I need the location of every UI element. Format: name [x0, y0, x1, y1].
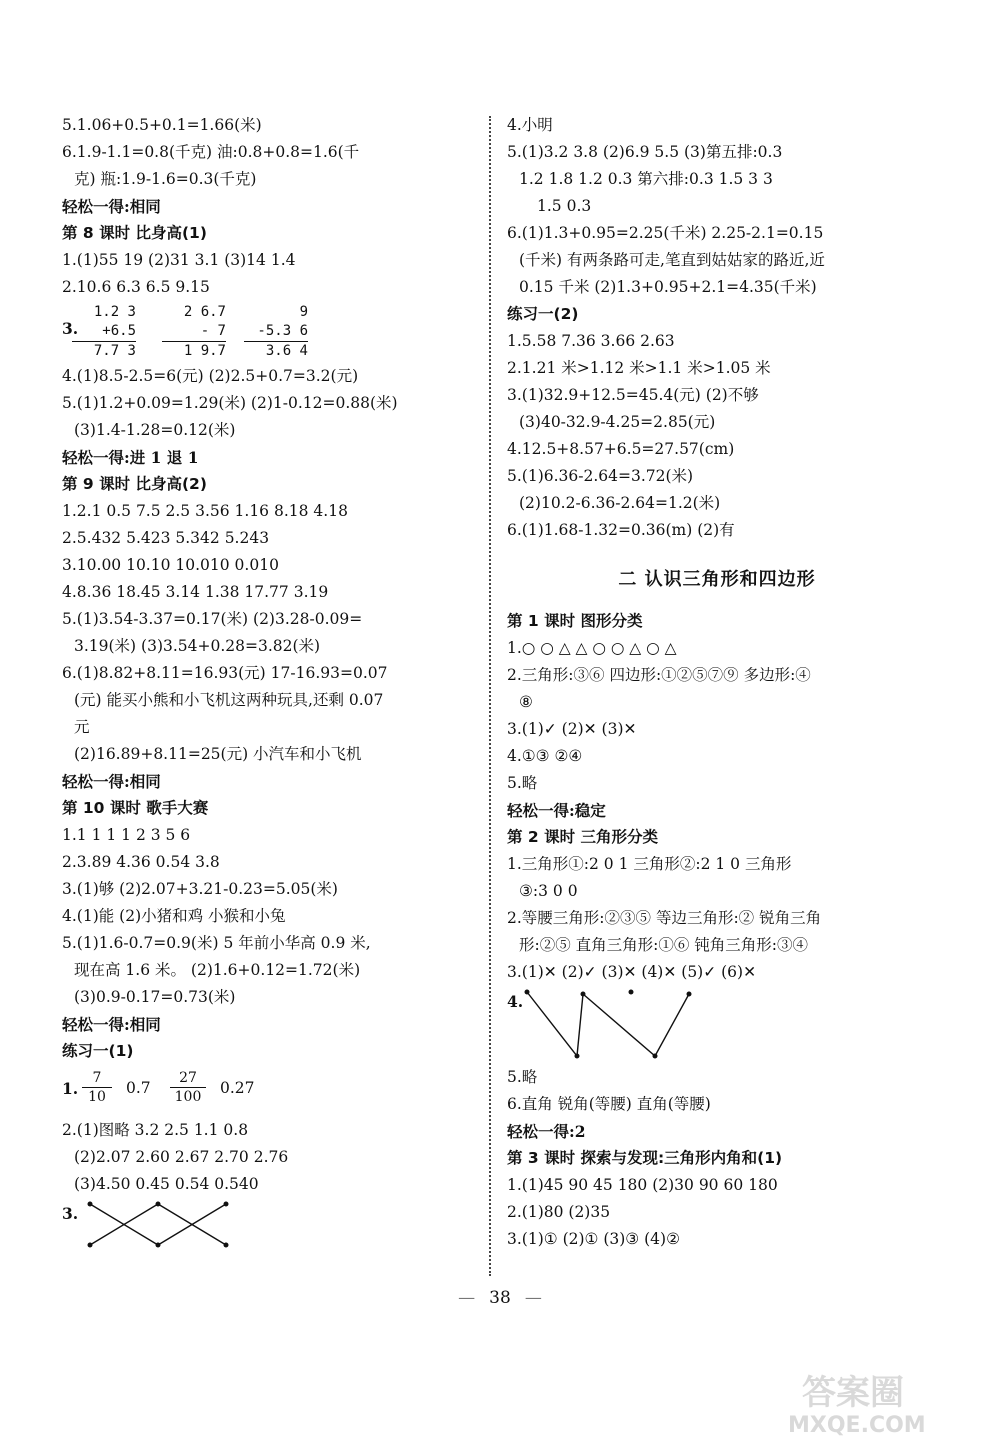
vertical-difference: [162, 303, 226, 361]
answer-line: 1.5 0.3: [537, 197, 592, 215]
answer-line: 5.(1)6.36-2.64=3.72(米): [507, 467, 694, 485]
answer-line: (2)16.89+8.11=25(元) 小汽车和小飞机: [74, 745, 362, 763]
page-number-value: 38: [489, 1288, 511, 1308]
answer-line: 3.(1)够 (2)2.07+3.21-0.23=5.05(米): [62, 880, 338, 898]
answer-line: ⑧: [519, 693, 533, 711]
answer-line: 0.15 千米 (2)1.3+0.95+2.1=4.35(千米): [519, 278, 817, 296]
operand: 1.2 3: [93, 304, 136, 320]
answer-line: 3.(1)32.9+12.5=45.4(元) (2)不够: [507, 386, 759, 404]
answer-line: 5.(1)3.2 3.8 (2)6.9 5.5 (3)第五排:0.3: [507, 143, 783, 161]
answer-line: 1.三角形①:2 0 1 三角形②:2 1 0 三角形: [507, 855, 792, 873]
page-number-dash-right: —: [524, 1288, 542, 1308]
decimal: 0.27: [220, 1079, 255, 1097]
question-number: 3.: [62, 319, 79, 338]
right-column: [507, 112, 927, 1253]
answer-line: 6.(1)8.82+8.11=16.93(元) 17-16.93=0.07: [62, 664, 388, 682]
answer-line: (3)4.50 0.45 0.54 0.540: [74, 1175, 259, 1193]
answer-line: 4.(1)8.5-2.5=6(元) (2)2.5+0.7=3.2(元): [62, 367, 359, 385]
watermark-logo: [772, 1368, 982, 1438]
operand: - 7: [200, 323, 226, 339]
denominator: 100: [174, 1089, 202, 1105]
answer-line: 5.略: [507, 774, 538, 792]
answer-line: 2.10.6 6.3 6.5 9.15: [62, 278, 210, 296]
answer-line: 4.小明: [507, 116, 553, 134]
answer-line: 5.1.06+0.5+0.1=1.66(米): [62, 116, 262, 134]
answer-line: 3.(1)✕ (2)✓ (3)✕ (4)✕ (5)✓ (6)✕: [507, 963, 757, 981]
answer-line: (千米) 有两条路可走,笔直到姑姑家的路近,近: [519, 251, 825, 269]
answer-line: 1.○ ○ △ △ ○ ○ △ ○ △: [507, 639, 677, 657]
answer-line: 1.(1)45 90 45 180 (2)30 90 60 180: [507, 1176, 778, 1194]
answer-line: (3)0.9-0.17=0.73(米): [74, 988, 236, 1006]
answer-line: 现在高 1.6 米。 (2)1.6+0.12=1.72(米): [74, 961, 361, 979]
answer-line: 形:②⑤ 直角三角形:①⑥ 钝角三角形:③④: [519, 936, 809, 954]
answer-line: 5.(1)3.54-3.37=0.17(米) (2)3.28-0.09=: [62, 610, 363, 628]
answer-line: 3.10.00 10.10 10.010 0.010: [62, 556, 279, 574]
svg-text:答案圈: 答案圈: [802, 1373, 904, 1413]
fraction: [170, 1069, 206, 1106]
answer-line: 5.(1)1.2+0.09=1.29(米) (2)1-0.12=0.88(米): [62, 394, 398, 412]
answer-line: 2.(1)80 (2)35: [507, 1203, 611, 1221]
answer-line: (2)2.07 2.60 2.67 2.70 2.76: [74, 1148, 289, 1166]
lesson-title: 第 2 课时 三角形分类: [507, 828, 658, 846]
tip-line: 轻松一得:相同: [62, 772, 161, 791]
lesson-title: 第 9 课时 比身高(2): [62, 475, 207, 493]
column-divider: [489, 116, 491, 1276]
answer-line: 4.12.5+8.57+6.5=27.57(cm): [507, 440, 735, 458]
exercise-title: 练习一(2): [507, 305, 579, 323]
answer-line: (2)10.2-6.36-2.64=1.2(米): [519, 494, 721, 512]
answer-line: 3.(1)① (2)① (3)③ (4)②: [507, 1230, 680, 1248]
matching-figure: [62, 1198, 474, 1256]
zigzag-figure: [507, 986, 927, 1064]
answer-line: 3.19(米) (3)3.54+0.28=3.82(米): [74, 637, 321, 655]
answer-line: 2.(1)图略 3.2 2.5 1.1 0.8: [62, 1121, 249, 1139]
answer-line: 4.①③ ②④: [507, 747, 583, 765]
answer-line: 1.1 1 1 1 2 3 5 6: [62, 826, 191, 844]
question-number: 1.: [62, 1079, 79, 1098]
tip-line: 轻松一得:2: [507, 1122, 586, 1141]
answer-line: 1.(1)55 19 (2)31 3.1 (3)14 1.4: [62, 251, 296, 269]
exercise-title: 练习一(1): [62, 1042, 134, 1060]
answer-line: 2.5.432 5.423 5.342 5.243: [62, 529, 270, 547]
lesson-title: 第 10 课时 歌手大赛: [62, 799, 209, 817]
decimal: 0.7: [126, 1079, 151, 1097]
answer-line: 2.三角形:③⑥ 四边形:①②⑤⑦⑨ 多边形:④: [507, 666, 811, 684]
zigzag-lines-diagram: [519, 986, 719, 1064]
answer-line: (3)1.4-1.28=0.12(米): [74, 421, 236, 439]
fraction-answer: [62, 1065, 474, 1117]
result: 7.7 3: [72, 341, 136, 361]
left-column: [62, 112, 474, 1256]
chapter-title: 二 认识三角形和四边形: [618, 569, 816, 590]
answer-line: ③:3 0 0: [519, 882, 578, 900]
page-number-dash-left: —: [458, 1288, 476, 1308]
operand: 9: [299, 304, 308, 320]
answer-line: 5.(1)1.6-0.7=0.9(米) 5 年前小华高 0.9 米,: [62, 934, 371, 952]
tip-line: 轻松一得:稳定: [507, 801, 606, 820]
answer-line: 3.(1)✓ (2)✕ (3)✕: [507, 720, 637, 738]
answer-line: 4.(1)能 (2)小猪和鸡 小猴和小兔: [62, 907, 286, 925]
tip-line: 轻松一得:相同: [62, 1015, 161, 1034]
lesson-title: 第 1 课时 图形分类: [507, 612, 643, 630]
operand: +6.5: [102, 323, 136, 339]
answer-line: 1.2 1.8 1.2 0.3 第六排:0.3 1.5 3 3: [519, 170, 773, 188]
answer-line: 6.(1)1.68-1.32=0.36(m) (2)有: [507, 521, 735, 539]
answer-line: 2.1.21 米>1.12 米>1.1 米>1.05 米: [507, 359, 771, 377]
result: 1 9.7: [162, 341, 226, 361]
answer-line: 6.直角 锐角(等腰) 直角(等腰): [507, 1095, 711, 1113]
numerator: 27: [170, 1069, 206, 1088]
answer-line: 克) 瓶:1.9-1.6=0.3(千克): [74, 170, 257, 188]
answer-line: 5.略: [507, 1068, 538, 1086]
lesson-title: 第 3 课时 探索与发现:三角形内角和(1): [507, 1149, 783, 1167]
tip-line: 轻松一得:进 1 退 1: [62, 448, 199, 467]
vertical-sum: [72, 303, 136, 361]
operand: 2 6.7: [183, 304, 226, 320]
fraction: [82, 1069, 112, 1106]
numerator: 7: [82, 1069, 112, 1088]
denominator: 10: [88, 1089, 106, 1105]
tip-line: 轻松一得:相同: [62, 197, 161, 216]
page-number: [0, 1288, 1000, 1308]
result: 3.6 4: [244, 341, 308, 361]
answer-line: (3)40-32.9-4.25=2.85(元): [519, 413, 716, 431]
matching-lines-diagram: [82, 1198, 282, 1256]
answer-line: 2.等腰三角形:②③⑤ 等边三角形:② 锐角三角: [507, 909, 822, 927]
answer-line: 4.8.36 18.45 3.14 1.38 17.77 3.19: [62, 583, 329, 601]
operand: -5.3 6: [257, 323, 308, 339]
answer-line: (元) 能买小熊和小飞机这两种玩具,还剩 0.07: [74, 691, 384, 709]
question-number: 3.: [62, 1204, 79, 1223]
vertical-difference: [244, 303, 308, 361]
question-number: 4.: [507, 992, 524, 1011]
answer-line: 1.2.1 0.5 7.5 2.5 3.56 1.16 8.18 4.18: [62, 502, 348, 520]
vertical-calculations: [62, 301, 474, 363]
answer-line: 1.5.58 7.36 3.66 2.63: [507, 332, 675, 350]
lesson-title: 第 8 课时 比身高(1): [62, 224, 207, 242]
answer-line: 2.3.89 4.36 0.54 3.8: [62, 853, 220, 871]
answer-line: 元: [74, 718, 90, 736]
answer-line: 6.1.9-1.1=0.8(千克) 油:0.8+0.8=1.6(千: [62, 143, 360, 161]
svg-text:MXQE.COM: MXQE.COM: [788, 1413, 926, 1438]
answer-line: 6.(1)1.3+0.95=2.25(千米) 2.25-2.1=0.15: [507, 224, 824, 242]
